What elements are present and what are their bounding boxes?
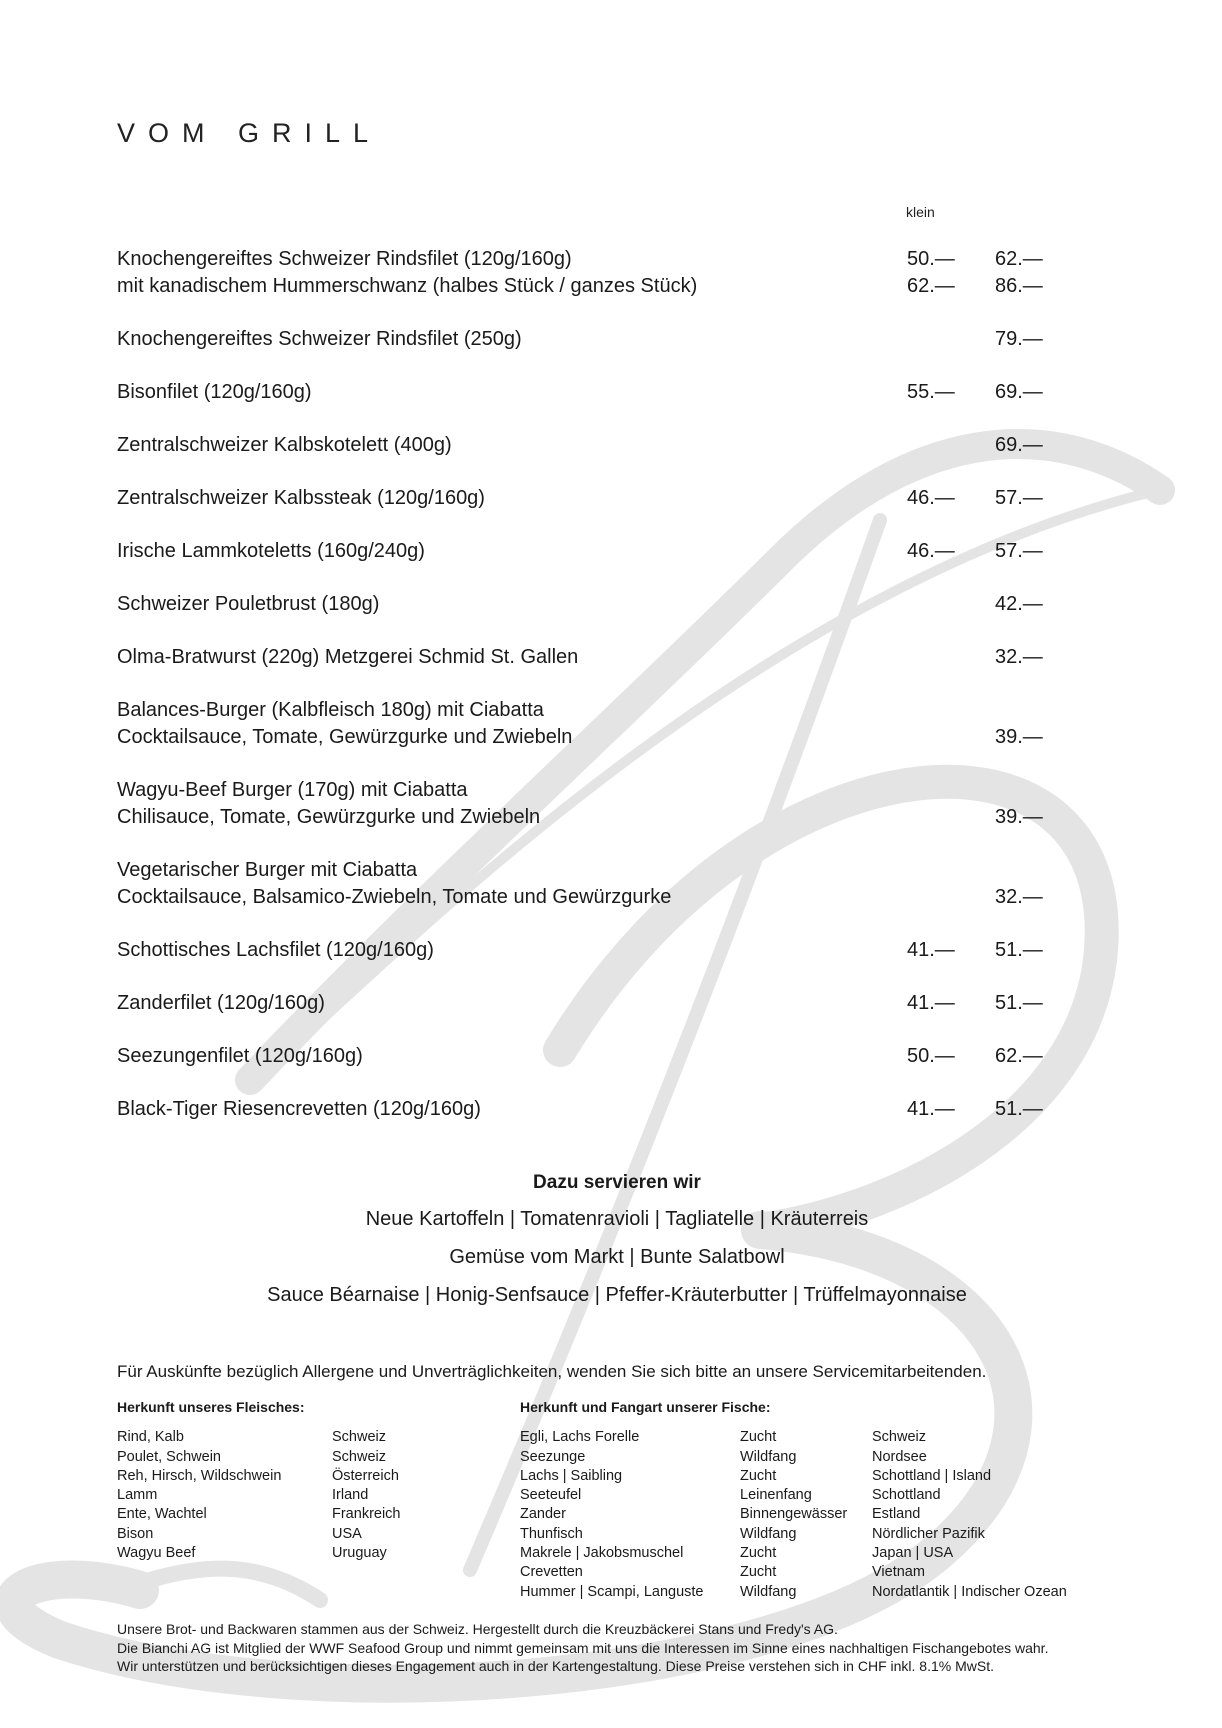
price-small: 46.— (907, 540, 955, 562)
menu-item-line (117, 538, 1057, 565)
price-small: 62.— (907, 275, 955, 297)
meat-origin-row (117, 1525, 497, 1544)
price-large: 62.— (995, 1045, 1043, 1067)
fish-item: Thunfisch (520, 1525, 583, 1542)
menu-item-description: Knochengereiftes Schweizer Rindsfilet (250g) (117, 328, 522, 350)
menu-item-description: Cocktailsauce, Tomate, Gewürzgurke und Zwiebeln (117, 726, 573, 748)
meat-item: Bison (117, 1525, 154, 1542)
fish-origin: Nordatlantik | Indischer Ozean (872, 1583, 1067, 1600)
fish-method: Wildfang (740, 1583, 797, 1600)
meat-item: Poulet, Schwein (117, 1448, 221, 1465)
meat-item: Lamm (117, 1487, 158, 1504)
footer-line: Wir unterstützen und berücksichtigen dieses Engagement auch in der Kartengestaltung. Diese Preise verstehen sich in CHF inkl. 8.1% MwSt. (117, 1658, 994, 1674)
sides-section (117, 1172, 1117, 1320)
meat-item: Reh, Hirsch, Wildschwein (117, 1467, 282, 1484)
menu-item-description: Wagyu-Beef Burger (170g) mit Ciabatta (117, 779, 468, 801)
sides-line: Sauce Béarnaise | Honig-Senfsauce | Pfeffer-Kräuterbutter | Trüffelmayonnaise (267, 1284, 967, 1306)
fish-origin: Vietnam (872, 1564, 925, 1581)
menu-item (117, 485, 1057, 512)
menu-item-line (117, 591, 1057, 618)
price-large: 86.— (995, 275, 1043, 297)
menu-item (117, 777, 1057, 831)
price-large: 51.— (995, 939, 1043, 961)
menu-item-description: Vegetarischer Burger mit Ciabatta (117, 859, 418, 881)
menu-item-description: Chilisauce, Tomate, Gewürzgurke und Zwiebeln (117, 806, 541, 828)
price-small: 46.— (907, 487, 955, 509)
price-small: 41.— (907, 939, 955, 961)
meat-country: Schweiz (332, 1429, 386, 1446)
fish-item: Egli, Lachs Forelle (520, 1429, 640, 1446)
menu-item (117, 326, 1057, 353)
fish-method: Zucht (740, 1564, 777, 1581)
menu-item (117, 644, 1057, 671)
meat-item: Wagyu Beef (117, 1545, 196, 1562)
meat-origin-row (117, 1544, 497, 1563)
price-small: 50.— (907, 1045, 955, 1067)
menu-item-description: Cocktailsauce, Balsamico-Zwiebeln, Tomate und Gewürzgurke (117, 886, 672, 908)
price-large: 57.— (995, 487, 1043, 509)
sides-line: Gemüse vom Markt | Bunte Salatbowl (449, 1246, 785, 1268)
menu-item-line (117, 777, 1057, 804)
menu-item-description: mit kanadischem Hummerschwanz (halbes Stück / ganzes Stück) (117, 275, 698, 297)
menu-item-line (117, 246, 1057, 273)
menu-item-description: Zanderfilet (120g/160g) (117, 992, 325, 1014)
meat-origin-heading: Herkunft unseres Fleisches: (117, 1399, 305, 1415)
fish-item: Seeteufel (520, 1487, 582, 1504)
menu-item-description: Olma-Bratwurst (220g) Metzgerei Schmid St. Gallen (117, 646, 579, 668)
footer-line: Die Bianchi AG ist Mitglied der WWF Seafood Group und nimmt gemeinsam mit uns die Interessen im Sinne eines nachhaltigen Fischangebotes wahr. (117, 1639, 1049, 1656)
fish-method: Leinenfang (740, 1487, 812, 1504)
fish-item: Crevetten (520, 1564, 583, 1581)
price-large: 39.— (995, 726, 1043, 748)
price-large: 79.— (995, 328, 1043, 350)
menu-item-line (117, 937, 1057, 964)
menu-item-line (117, 432, 1057, 459)
page-title: VOM GRILL (117, 118, 382, 148)
price-small: 55.— (907, 381, 955, 403)
price-small: 50.— (907, 248, 955, 270)
fish-origin: Schottland | Island (872, 1467, 992, 1484)
meat-origin-row (117, 1486, 497, 1505)
menu-item-line (117, 1043, 1057, 1070)
fish-origin-table (520, 1398, 1100, 1602)
fish-method: Wildfang (740, 1525, 797, 1542)
allergy-note: Für Auskünfte bezüglich Allergene und Unverträglichkeiten, wenden Sie sich bitte an unsere Servicemitarbeitenden. (117, 1362, 987, 1381)
menu-item-description: Schottisches Lachsfilet (120g/160g) (117, 939, 434, 961)
menu-item-description: Balances-Burger (Kalbfleisch 180g) mit Ciabatta (117, 699, 544, 721)
fish-item: Lachs | Saibling (520, 1467, 623, 1484)
menu-item (117, 379, 1057, 406)
menu-item (117, 246, 1057, 300)
fish-origin-row (520, 1486, 1100, 1505)
fish-item: Hummer | Scampi, Languste (520, 1583, 704, 1600)
menu-item-line (117, 326, 1057, 353)
price-small: 41.— (907, 992, 955, 1014)
fish-origin: Schweiz (872, 1429, 926, 1446)
price-large: 62.— (995, 248, 1043, 270)
meat-origin-row (117, 1467, 497, 1486)
fish-origin: Estland (872, 1506, 921, 1523)
menu-item-description: Seezungenfilet (120g/160g) (117, 1045, 363, 1067)
fish-method: Wildfang (740, 1448, 797, 1465)
menu-item (117, 937, 1057, 964)
fish-item: Zander (520, 1506, 566, 1523)
fish-item: Makrele | Jakobsmuschel (520, 1545, 684, 1562)
price-large: 69.— (995, 381, 1043, 403)
price-large: 32.— (995, 646, 1043, 668)
price-large: 32.— (995, 886, 1043, 908)
menu-item-description: Black-Tiger Riesencrevetten (120g/160g) (117, 1098, 481, 1120)
menu-item-line (117, 697, 1057, 724)
fish-origin-row (520, 1505, 1100, 1524)
fish-method: Zucht (740, 1429, 777, 1446)
menu-item (117, 591, 1057, 618)
fish-origin: Japan | USA (872, 1545, 954, 1562)
fish-origin-row (520, 1525, 1100, 1544)
menu-item-line (117, 884, 1057, 911)
menu-item (117, 432, 1057, 459)
meat-country: Frankreich (332, 1506, 401, 1523)
meat-country: Uruguay (332, 1545, 387, 1562)
menu-item-line (117, 990, 1057, 1017)
footer-notes (117, 1620, 1048, 1676)
menu-item-line (117, 273, 1057, 300)
meat-origin-table (117, 1398, 497, 1563)
meat-country: Österreich (332, 1467, 399, 1484)
fish-origin-row (520, 1428, 1100, 1447)
price-large: 51.— (995, 992, 1043, 1014)
menu-item-line (117, 804, 1057, 831)
fish-method: Binnengewässer (740, 1506, 848, 1523)
menu-item-description: Knochengereiftes Schweizer Rindsfilet (120g/160g) (117, 248, 572, 270)
meat-country: Schweiz (332, 1448, 386, 1465)
meat-country: Irland (332, 1487, 369, 1504)
menu-item-description: Zentralschweizer Kalbskotelett (400g) (117, 434, 452, 456)
menu-item-line (117, 644, 1057, 671)
menu-item-line (117, 485, 1057, 512)
fish-origin: Nördlicher Pazifik (872, 1525, 985, 1542)
fish-origin: Nordsee (872, 1448, 927, 1465)
fish-origin-row (520, 1544, 1100, 1563)
menu-item-description: Zentralschweizer Kalbssteak (120g/160g) (117, 487, 485, 509)
menu-item (117, 538, 1057, 565)
column-header-small: klein (906, 204, 935, 220)
menu-list (117, 246, 1057, 1149)
menu-item-line (117, 379, 1057, 406)
fish-item: Seezunge (520, 1448, 586, 1465)
sides-title: Dazu servieren wir (533, 1172, 701, 1193)
price-large: 51.— (995, 1098, 1043, 1120)
menu-item-line (117, 1096, 1057, 1123)
menu-item-description: Schweizer Pouletbrust (180g) (117, 593, 380, 615)
price-large: 57.— (995, 540, 1043, 562)
fish-origin-heading: Herkunft und Fangart unserer Fische: (520, 1399, 771, 1415)
meat-item: Ente, Wachtel (117, 1506, 207, 1523)
fish-method: Zucht (740, 1545, 777, 1562)
price-small: 41.— (907, 1098, 955, 1120)
fish-origin-row (520, 1448, 1100, 1467)
meat-item: Rind, Kalb (117, 1429, 184, 1446)
sides-line: Neue Kartoffeln | Tomatenravioli | Tagliatelle | Kräuterreis (365, 1208, 869, 1230)
menu-item (117, 1096, 1057, 1123)
fish-method: Zucht (740, 1467, 777, 1484)
menu-item-line (117, 857, 1057, 884)
menu-item (117, 1043, 1057, 1070)
meat-origin-row (117, 1505, 497, 1524)
fish-origin-row (520, 1563, 1100, 1582)
fish-origin: Schottland (872, 1487, 941, 1504)
menu-item (117, 990, 1057, 1017)
price-large: 42.— (995, 593, 1043, 615)
footer-line: Unsere Brot- und Backwaren stammen aus der Schweiz. Hergestellt durch die Kreuzbäckerei Stans und Fredy's AG. (117, 1621, 838, 1637)
menu-item-description: Bisonfilet (120g/160g) (117, 381, 312, 403)
price-large: 69.— (995, 434, 1043, 456)
price-large: 39.— (995, 806, 1043, 828)
menu-item (117, 697, 1057, 751)
menu-item-description: Irische Lammkoteletts (160g/240g) (117, 540, 425, 562)
meat-origin-row (117, 1448, 497, 1467)
menu-item (117, 857, 1057, 911)
fish-origin-row (520, 1583, 1100, 1602)
meat-origin-row (117, 1428, 497, 1447)
menu-item-line (117, 724, 1057, 751)
fish-origin-row (520, 1467, 1100, 1486)
meat-country: USA (332, 1525, 362, 1542)
